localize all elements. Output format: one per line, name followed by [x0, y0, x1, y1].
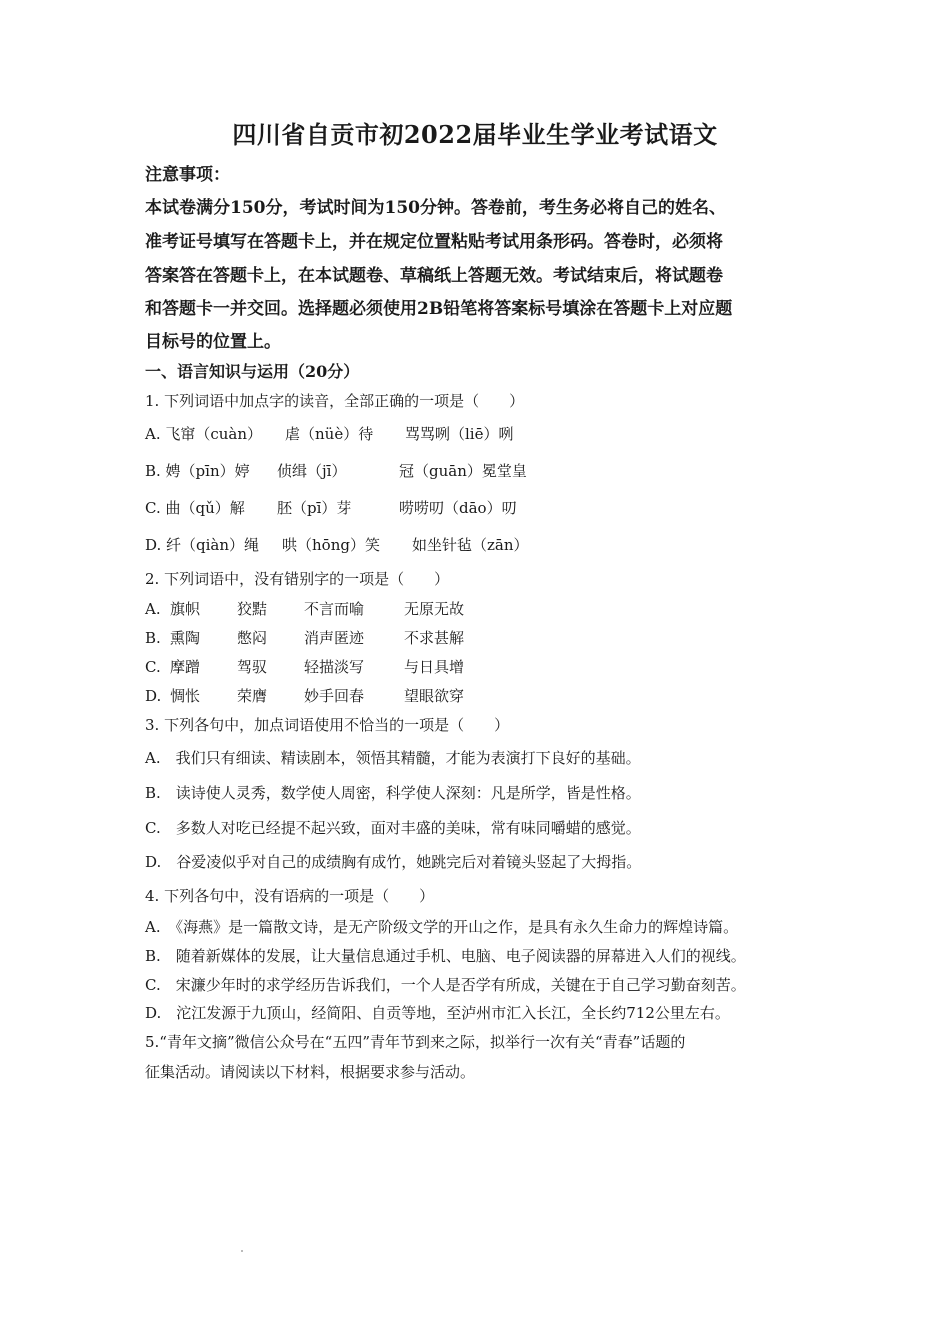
option-row: [145, 656, 464, 677]
option-row: [145, 460, 527, 481]
section-heading: 一、语言知识与运用（20分）: [145, 362, 360, 381]
option-item: 摩蹭: [170, 658, 201, 676]
option-line: D. 沱江发源于九顶山，经简阳、自贡等地，至泸州市汇入长江，全长约712公里左右。: [145, 1004, 730, 1022]
option-item: 无原无故: [404, 600, 465, 618]
option-item: 侦缉（jī）: [277, 462, 347, 480]
option-item: D. 纤（qiàn）绳: [145, 536, 260, 554]
notice-line: 答案答在答题卡上，在本试题卷、草稿纸上答题无效。考试结束后，将试题卷: [145, 266, 723, 286]
notice-line: 本试卷满分150分，考试时间为150分钟。答卷前，考生务必将自己的姓名、: [145, 198, 726, 218]
question-stem: 5.“青年文摘”微信公众号在“五四”青年节到来之际，拟举行一次有关“青春”话题的: [145, 1033, 686, 1051]
option-item: 虐（nüè）待: [285, 425, 374, 443]
option-item: 唠唠叨（dāo）叨: [399, 499, 517, 517]
option-letter: D.: [145, 687, 162, 705]
option-letter: A.: [145, 600, 161, 618]
option-row: [145, 627, 464, 648]
option-item: 骂骂咧（liē）咧: [405, 425, 514, 443]
option-item: 轻描淡写: [304, 658, 365, 676]
question-stem: 4. 下列各句中，没有语病的一项是（ ）: [145, 887, 435, 905]
option-letter: C.: [145, 658, 161, 676]
question-stem: 2. 下列词语中，没有错别字的一项是（ ）: [145, 570, 450, 588]
option-item: 与日具增: [404, 658, 465, 676]
option-line: D. 谷爱凌似乎对自己的成绩胸有成竹，她跳完后对着镜头竖起了大拇指。: [145, 853, 642, 871]
option-row: [145, 685, 464, 706]
option-item: C. 曲（qǔ）解: [145, 499, 245, 517]
option-line: A. 我们只有细读、精读剧本，领悟其精髓，才能为表演打下良好的基础。: [145, 749, 641, 767]
notice-heading: 注意事项：: [145, 165, 230, 185]
question-stem: 征集活动。请阅读以下材料，根据要求参与活动。: [145, 1063, 476, 1081]
notice-line: 和答题卡一并交回。选择题必须使用2B铅笔将答案标号填涂在答题卡上对应题: [145, 299, 733, 319]
option-item: 不求甚解: [404, 629, 465, 647]
option-item: 消声匿迹: [304, 629, 365, 647]
option-item: 胚（pī）芽: [277, 499, 352, 517]
option-letter: B.: [145, 629, 161, 647]
option-row: [145, 534, 529, 555]
option-item: 妙手回春: [304, 687, 365, 705]
option-item: 熏陶: [170, 629, 201, 647]
option-item: 惆怅: [170, 687, 201, 705]
option-item: 憋闷: [237, 629, 268, 647]
option-item: 旗帜: [170, 600, 201, 618]
option-line: B. 随着新媒体的发展，让大量信息通过手机、电脑、电子阅读器的屏幕进入人们的视线。: [145, 947, 746, 965]
option-line: C. 多数人对吃已经提不起兴致，面对丰盛的美味，常有味同嚼蜡的感觉。: [145, 819, 641, 837]
option-row: [145, 423, 513, 444]
notice-line: 目标号的位置上。: [145, 332, 281, 352]
question-stem: 1. 下列词语中加点字的读音，全部正确的一项是（ ）: [145, 392, 525, 410]
option-item: B. 娉（pīn）婷: [145, 462, 250, 480]
option-item: 冠（guān）冕堂皇: [399, 462, 527, 480]
question-stem: 3. 下列各句中，加点词语使用不恰当的一项是（ ）: [145, 716, 510, 734]
option-item: A. 飞窜（cuàn）: [145, 425, 263, 443]
option-item: 狡黠: [237, 600, 268, 618]
page-dot: [241, 1250, 243, 1252]
option-item: 望眼欲穿: [404, 687, 465, 705]
option-line: A. 《海燕》是一篇散文诗，是无产阶级文学的开山之作，是具有永久生命力的辉煌诗篇。: [145, 918, 739, 936]
option-item: 哄（hōng）笑: [282, 536, 380, 554]
option-item: 驾驭: [237, 658, 268, 676]
option-line: C. 宋濂少年时的求学经历告诉我们，一个人是否学有所成，关键在于自己学习勤奋刻苦。: [145, 976, 746, 994]
option-item: 如坐针毡（zān）: [412, 536, 529, 554]
option-item: 不言而喻: [304, 600, 365, 618]
option-line: B. 读诗使人灵秀，数学使人周密，科学使人深刻：凡是所学，皆是性格。: [145, 784, 641, 802]
option-item: 荣膺: [237, 687, 268, 705]
page-title: 四川省自贡市初2022届毕业生学业考试语文: [232, 120, 718, 149]
option-row: [145, 497, 517, 518]
option-row: [145, 598, 464, 619]
notice-line: 准考证号填写在答题卡上，并在规定位置粘贴考试用条形码。答卷时，必须将: [145, 232, 723, 252]
